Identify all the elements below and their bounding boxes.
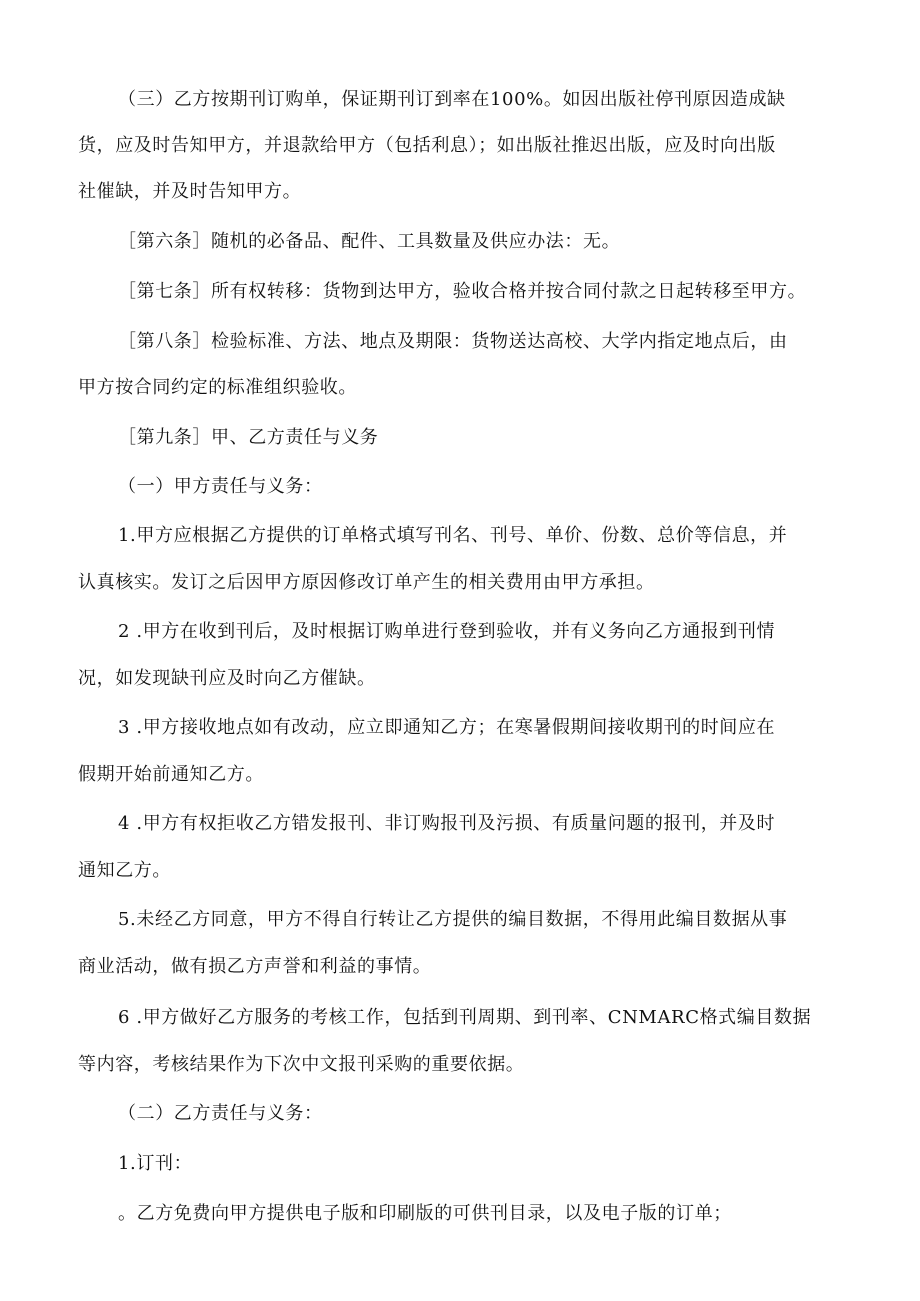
article-6-text: ［第六条］随机的必备品、配件、工具数量及供应办法：无。: [118, 231, 621, 252]
party-b-item-1-heading: 1.订刊：: [118, 1153, 193, 1174]
article-8-text-line-2: 甲方按合同约定的标准组织验收。: [78, 377, 357, 398]
clause-3-text-line-3: 社催缺，并及时告知甲方。: [78, 181, 302, 202]
party-a-item-5-line-2: 商业活动，做有损乙方声誉和利益的事情。: [78, 956, 432, 977]
party-a-item-2-line-1: 2 .甲方在收到刊后，及时根据订购单进行登到验收，并有义务向乙方通报到刊情: [118, 621, 776, 642]
party-b-item-1-detail: 。乙方免费向甲方提供电子版和印刷版的可供刊目录，以及电子版的订单；: [118, 1203, 732, 1224]
party-a-item-3-line-2: 假期开始前通知乙方。: [78, 764, 264, 785]
party-a-item-5-line-1: 5.未经乙方同意，甲方不得自行转让乙方提供的编目数据，不得用此编目数据从事: [118, 909, 788, 930]
party-a-item-2-line-2: 况，如发现缺刊应及时向乙方催缺。: [78, 668, 376, 689]
article-8-text-line-1: ［第八条］检验标准、方法、地点及期限：货物送达高校、大学内指定地点后，由: [118, 331, 788, 352]
party-a-item-1-line-1: 1.甲方应根据乙方提供的订单格式填写刊名、刊号、单价、份数、总价等信息，并: [118, 525, 788, 546]
clause-3-text-line-1: （三）乙方按期刊订购单，保证期刊订到率在100%。如因出版社停刊原因造成缺: [118, 89, 786, 110]
clause-3-text-line-2: 货，应及时告知甲方，并退款给甲方（包括利息）；如出版社推迟出版，应及时向出版: [78, 135, 776, 156]
party-a-item-4-line-2: 通知乙方。: [78, 860, 171, 881]
section-party-b-heading: （二）乙方责任与义务：: [118, 1103, 323, 1124]
party-a-item-4-line-1: 4 .甲方有权拒收乙方错发报刊、非订购报刊及污损、有质量问题的报刊，并及时: [118, 813, 776, 834]
article-9-heading: ［第九条］甲、乙方责任与义务: [118, 427, 379, 448]
article-7-text: ［第七条］所有权转移：货物到达甲方，验收合格并按合同付款之日起转移至甲方。: [118, 281, 807, 302]
party-a-item-6-line-2: 等内容，考核结果作为下次中文报刊采购的重要依据。: [78, 1054, 525, 1075]
party-a-item-3-line-1: 3 .甲方接收地点如有改动，应立即通知乙方；在寒暑假期间接收期刊的时间应在: [118, 717, 776, 738]
party-a-item-6-line-1: 6 .甲方做好乙方服务的考核工作，包括到刊周期、到刊率、CNMARC格式编目数据: [118, 1007, 812, 1028]
section-party-a-heading: （一）甲方责任与义务：: [118, 476, 323, 497]
party-a-item-1-line-2: 认真核实。发订之后因甲方原因修改订单产生的相关费用由甲方承担。: [78, 572, 655, 593]
